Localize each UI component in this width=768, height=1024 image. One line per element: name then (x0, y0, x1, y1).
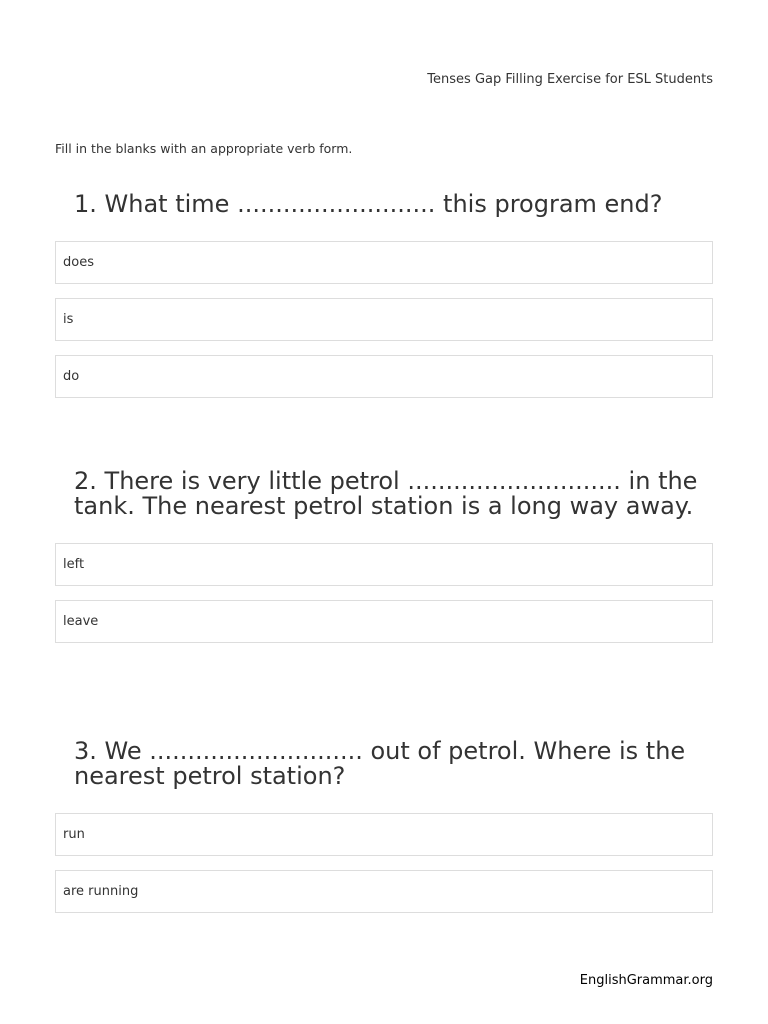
question-text: 1. What time .......................... this program end? (74, 190, 663, 218)
answer-option[interactable]: left (55, 543, 713, 586)
question-2 (55, 469, 713, 657)
answer-options (55, 813, 713, 913)
page-header-title: Tenses Gap Filling Exercise for ESL Students (427, 72, 713, 87)
answer-option[interactable]: run (55, 813, 713, 856)
answer-options (55, 241, 713, 398)
instructions-text: Fill in the blanks with an appropriate verb form. (55, 141, 353, 156)
question-text: 2. There is very little petrol ............................ in the tank. The nearest petrol station is a long way away. (74, 467, 698, 520)
question-text: 3. We ............................ out of petrol. Where is the nearest petrol station? (74, 737, 686, 790)
answer-option[interactable]: do (55, 355, 713, 398)
answer-option[interactable]: leave (55, 600, 713, 643)
answer-option[interactable]: does (55, 241, 713, 284)
answer-option[interactable]: are running (55, 870, 713, 913)
question-3 (55, 739, 713, 927)
answer-option[interactable]: is (55, 298, 713, 341)
question-1 (55, 192, 713, 412)
answer-options (55, 543, 713, 643)
footer-site-name: EnglishGrammar.org (579, 973, 713, 988)
